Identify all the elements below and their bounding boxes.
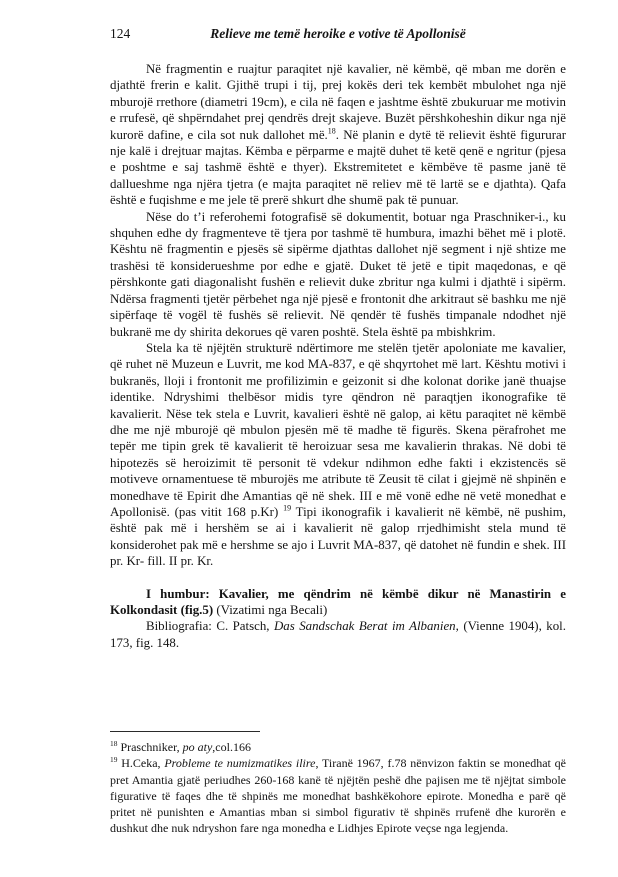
footnote-separator [110,731,260,732]
page-number: 124 [110,26,131,41]
paragraph-2 [110,209,566,340]
text-run: Stela ka të njëjtën strukturë ndërtimore me stelën tjetër apoloniate me kavalier, që ruhet në Muzeun e Luvrit, me kod MA-837, e që shqyrtohet më lart. Kështu motivi i bukranës, lloji i frontonit me profilizimin e geizonit si dhe kolonat dorike janë thuajse identike. Ndryshimi thelbësor midis tyre qëndron në paraqtjen ikonografike të kavalierit. Nëse tek stela e Luvrit, kavalieri është në galop, ai këtu paraqitet në këmbë dhe me një mburojë që mbulon pjesën më të madhe të figurës. Skena përafrohet me tepër me tipin grek të kavalierit të heroizuar sesa me kavalierin thrakas. Në dobi të hipotezës së heroizimit të personit të vdekur ndihmon edhe fakti i ekzistencës së motiveve ornamentuese të mburojës me atribute të Zeusit të cilat i gjejmë në shpinën e monedhave të Epirit dhe Amantias që në shek. III e më vonë edhe në vetë monedhat e Apollonisë. (pas vitit 168 p.Kr) [110,340,566,519]
paragraph-1 [110,61,566,209]
text-run: po aty [182,740,213,754]
text-run: (Vizatimi nga Becali) [213,603,328,617]
paragraph-3 [110,340,566,570]
text-run: . Në planin e dytë të relievit është figururar nje kalë i drejtuar majtas. Këmba e përparme e majtë duhet të ketë qenë e ngritur (pjesa e poshtme e saj tashmë është e thyer). Ekstremitetet e këmbëve të pasme janë të dallueshme nga njëra tjetra (e majta paraqitet në reliev më të lartë se e djathta). Qafa është e fuqishme e me jele të prerë shkurt dhe shumë pak të punuar. [110,127,566,208]
text-run: Bibliografia: C. Patsch, [146,619,274,634]
text-run: Das Sandschak Berat im Albanien, [273,619,459,634]
text-run: Probleme te numizmatikes ilire [164,756,316,771]
footnote-ref: 19 [283,503,292,513]
body-text [110,61,566,651]
text-run: ,col.166 [212,740,251,754]
footnotes-section [110,731,566,837]
page-header [110,26,566,44]
bibliography [110,618,566,651]
text-column [110,26,566,651]
text-run: Në fragmentin e ruajtur paraqitet një kavalier, në këmbë, që mban me dorën e djathtë frerin e kalit. Gjithë trupi i tij, prej kokës deri tek kembët mbulohet nga një mburojë rrethore (diametri 19cm), e cila në faqen e jashtme është zbukuruar me motivin e rrufesë, që shpërndahet prej qendrës drejt skajeve. Buzët përshkoheshin dikur nga një kurorë dafine, e cila sot nuk dallohet më. [110,62,566,142]
text-run: I humbur: Kavalier, me qëndrim në këmbë dikur në Manastirin e Kolkondasit (fig.5) [110,586,566,617]
footnote-ref: 18 [110,739,118,748]
text-run: Tipi ikonografik i kavalierit në këmbë, në pushim, është pak më i hershëm se ai i kavalierit në galop rrjedhimisht stela mund të konsiderohet pak më e hershme se ajo i Luvrit MA-837, që datohet në fundin e shek. III pr. Kr- fill. II pr. Kr. [110,504,566,569]
footnote-18 [110,739,566,755]
footnote-19 [110,755,566,836]
running-title: Relieve me temë heroike e votive të Apollonisë [210,26,466,41]
text-run: (Vienne 1904), kol. 173, fig. 148. [110,619,566,650]
footnote-ref: 19 [110,755,118,765]
footnote-list [110,739,566,837]
heading-lost-stela [110,586,566,619]
text-run: H.Ceka, [117,756,165,771]
text-run: Nëse do t’i referohemi fotografisë së dokumentit, botuar nga Praschniker-i., ku shquhen edhe dy fragmenteve të tjera por tashmë të humbura, imazhi bëhet më i plotë. Kështu në fragmentin e pjesës së sipërme djathtas dallohet një segment i një shtize me trashësi të konsiderueshme por edhe e gjatë. Duket të jetë e tipit maqedonas, e që përshkonte gati diagonalisht fushën e relievit duke zbritur nga kulmi i djathtë i sipërm. Ndërsa fragmenti tjetër përbehet nga një pjesë e frontonit dhe arkitraut së bashku me një sipërfaqe të vogël të fushës së relievit. Në qendër të fushës timpanale ndodhet një bukranë me dy shirita dekorues që varen poshtë. Stela është pa mbishkrim. [110,209,566,339]
text-run: Praschniker, [117,740,183,754]
footnote-ref: 18 [327,126,336,136]
text-run: , Tiranë 1967, f.78 nënvizon faktin se monedhat që pret Amantia gjatë periudhes 260-168 kanë të njëjtën peshë dhe pajisen me të njëjtat simbole figurative të faqes dhe të shpinës me monedhat bashkëkohore epirote. Monedha e parë që pritet në punishten e Amantias mban si simbol figurativ të shpinës rrufenë dhe kurorën e dushkut dhe nuk ndryshon fare nga monedha e Lidhjes Epirote veçse nga legjenda. [110,756,566,836]
